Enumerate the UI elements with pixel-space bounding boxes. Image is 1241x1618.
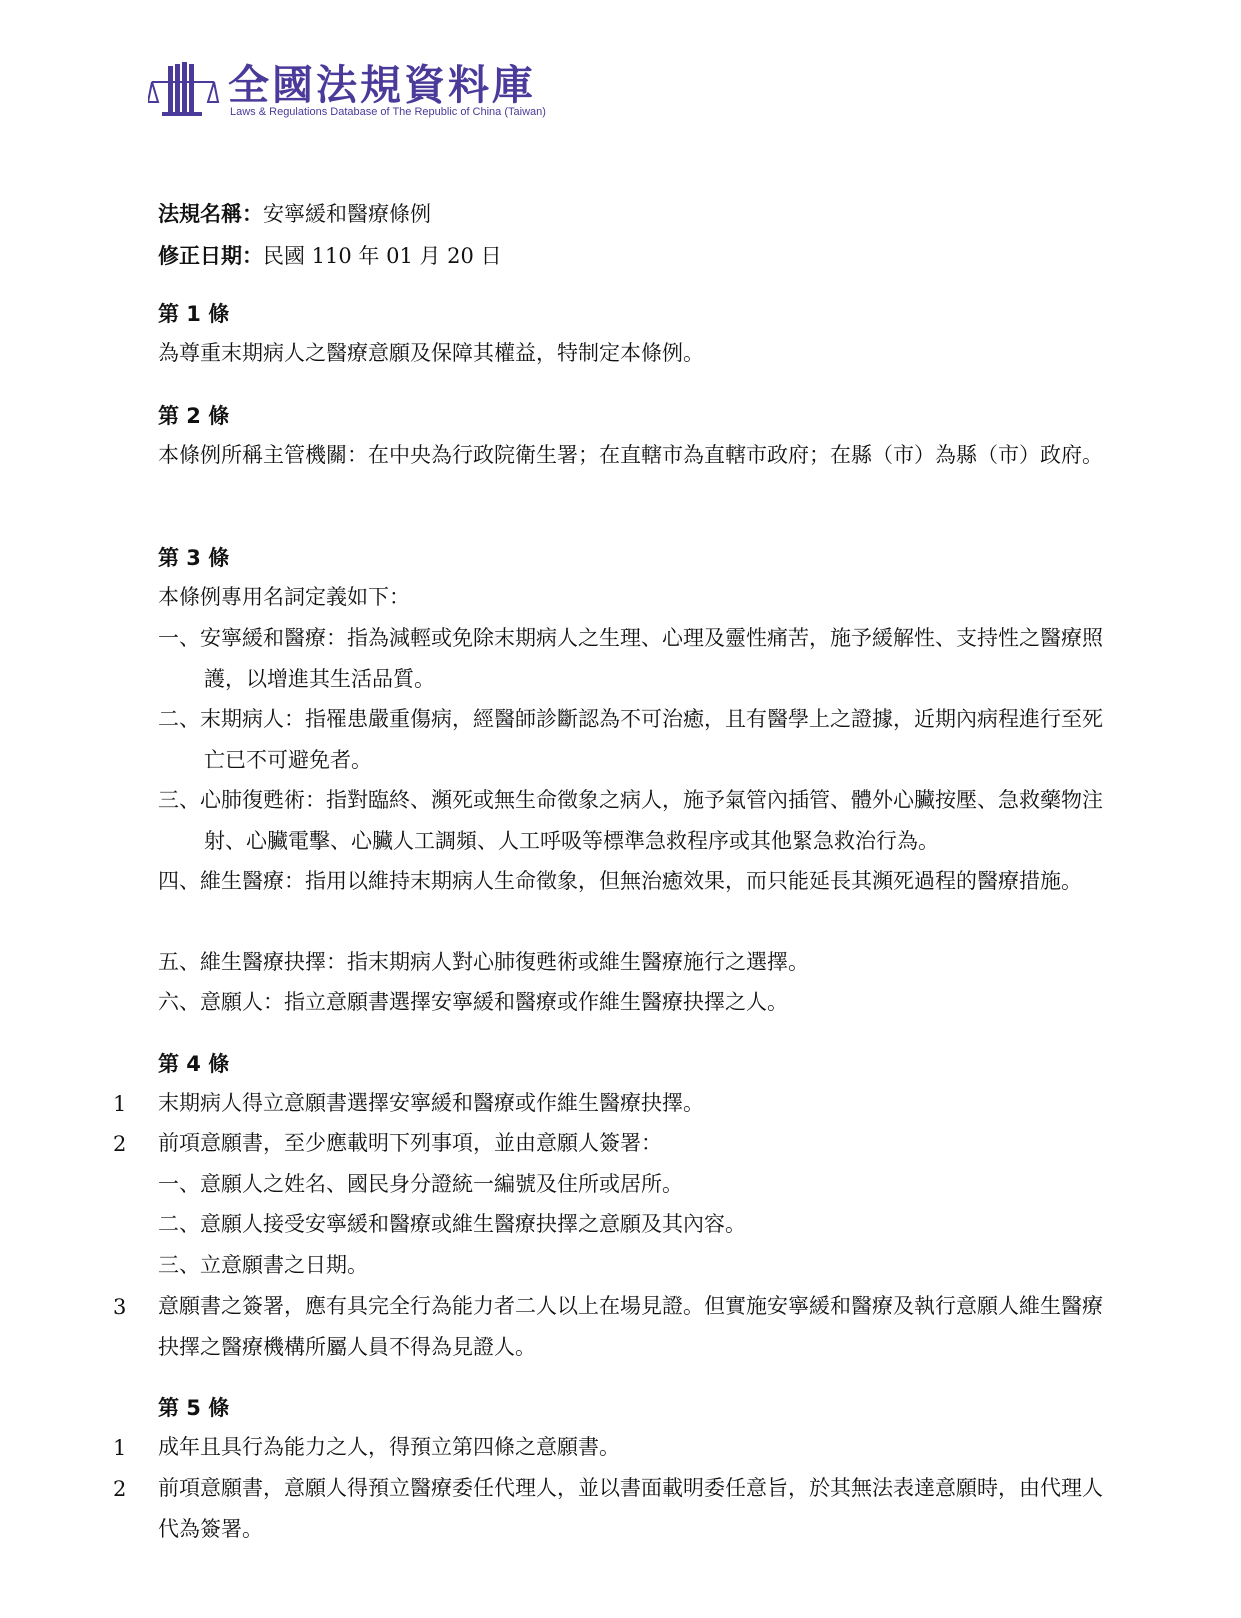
article-5-para-1: 成年且具行為能力之人，得預立第四條之意願書。	[158, 1435, 620, 1459]
article-1-title: 第 1 條	[158, 302, 230, 326]
article-3-item-6: 六、意願人：指立意願書選擇安寧緩和醫療或作維生醫療抉擇之人。	[158, 990, 788, 1014]
article-3-title: 第 3 條	[158, 546, 230, 570]
logo-title: 全國法規資料庫	[228, 61, 536, 109]
article-3-item-2: 二、末期病人：指罹患嚴重傷病，經醫師診斷認為不可治癒，且有醫學上之證據，近期內病程進行至死亡已不可避免者。	[158, 707, 1103, 772]
article-4-para-2: 前項意願書，至少應載明下列事項，並由意願人簽署：	[158, 1131, 662, 1155]
article-4-para-1-number: 1	[113, 1092, 127, 1116]
article-5-para-2: 前項意願書，意願人得預立醫療委任代理人，並以書面載明委任意旨，於其無法表達意願時，由代理人代為簽署。	[158, 1476, 1103, 1541]
scales-books-icon	[148, 60, 220, 120]
article-3-item-3: 三、心肺復甦術：指對臨終、瀕死或無生命徵象之病人，施予氣管內插管、體外心臟按壓、急救藥物注射、心臟電擊、心臟人工調頻、人工呼吸等標準急救程序或其他緊急救治行為。	[158, 788, 1103, 853]
article-4-subitem-3: 三、立意願書之日期。	[158, 1253, 368, 1277]
logo-subtitle: Laws & Regulations Database of The Republic of China (Taiwan)	[230, 106, 546, 118]
article-3-item-4: 四、維生醫療：指用以維持末期病人生命徵象，但無治癒效果，而只能延長其瀕死過程的醫療措施。	[158, 869, 1082, 893]
article-3-item-1: 一、安寧緩和醫療：指為減輕或免除末期病人之生理、心理及靈性痛苦，施予緩解性、支持性之醫療照護，以增進其生活品質。	[158, 626, 1103, 691]
article-4-para-2-number: 2	[113, 1132, 127, 1156]
article-2-text: 本條例所稱主管機關：在中央為行政院衛生署；在直轄市為直轄市政府；在縣（市）為縣（市）政府。	[158, 443, 1103, 467]
law-name-row	[158, 198, 431, 228]
article-5-title: 第 5 條	[158, 1396, 230, 1420]
amend-date-value: 民國 110 年 01 月 20 日	[263, 244, 502, 268]
article-4-subitem-2: 二、意願人接受安寧緩和醫療或維生醫療抉擇之意願及其內容。	[158, 1212, 746, 1236]
article-2-title: 第 2 條	[158, 404, 230, 428]
article-4-para-1: 末期病人得立意願書選擇安寧緩和醫療或作維生醫療抉擇。	[158, 1091, 704, 1115]
site-logo	[148, 58, 568, 122]
article-4-para-3-number: 3	[113, 1295, 127, 1319]
article-4-para-3: 意願書之簽署，應有具完全行為能力者二人以上在場見證。但實施安寧緩和醫療及執行意願人維生醫療抉擇之醫療機構所屬人員不得為見證人。	[158, 1294, 1103, 1359]
law-name-label: 法規名稱：	[158, 202, 263, 226]
article-3-item-5: 五、維生醫療抉擇：指末期病人對心肺復甦術或維生醫療施行之選擇。	[158, 950, 809, 974]
article-4-title: 第 4 條	[158, 1052, 230, 1076]
article-4-subitem-1: 一、意願人之姓名、國民身分證統一編號及住所或居所。	[158, 1172, 683, 1196]
article-1-text: 為尊重末期病人之醫療意願及保障其權益，特制定本條例。	[158, 341, 704, 365]
law-name-value: 安寧緩和醫療條例	[263, 202, 431, 226]
article-3-intro: 本條例專用名詞定義如下：	[158, 585, 410, 609]
amend-date-row	[158, 240, 502, 270]
amend-date-label: 修正日期：	[158, 244, 263, 268]
article-5-para-1-number: 1	[113, 1436, 127, 1460]
article-5-para-2-number: 2	[113, 1477, 127, 1501]
